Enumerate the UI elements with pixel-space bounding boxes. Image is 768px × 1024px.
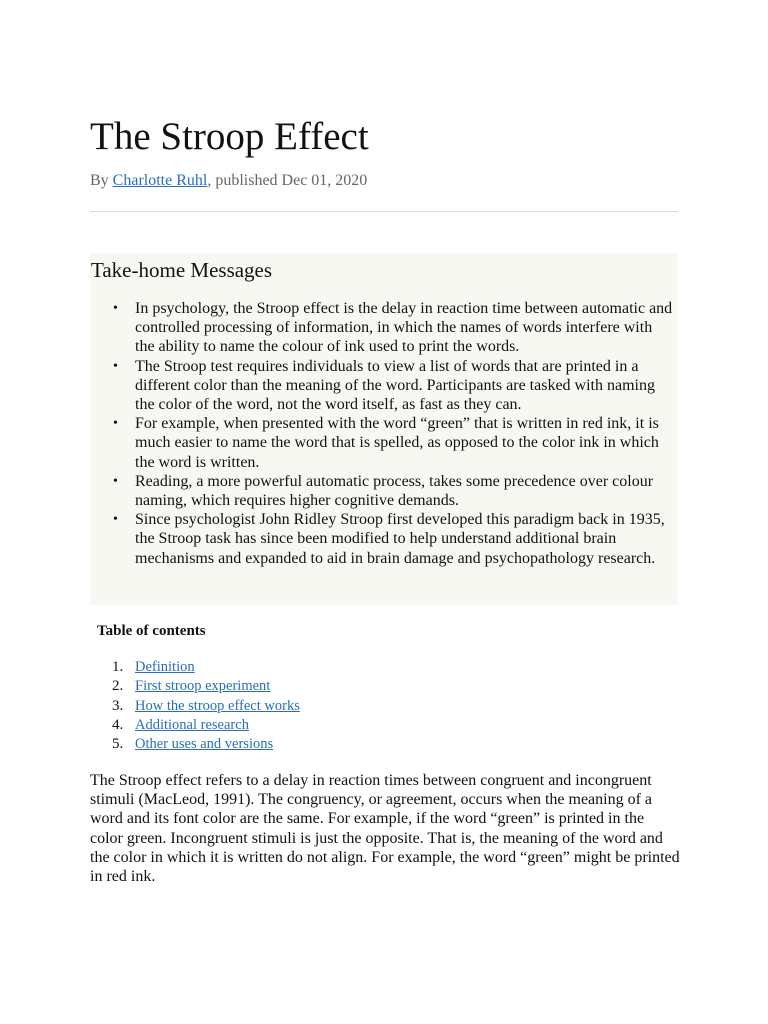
takehome-item-text: Reading, a more powerful automatic process, takes some precedence over colour naming, which requires higher cognitive demands. xyxy=(135,472,654,510)
takehome-item-text: In psychology, the Stroop effect is the delay in reaction time between automatic and controlled processing of information, in which the names of words interfere with the ability to name the colour of ink used to print the words. xyxy=(135,300,673,356)
toc-item-number: 4. xyxy=(112,716,124,733)
toc-item xyxy=(90,716,490,735)
bullet-icon: • xyxy=(113,358,118,374)
byline-prefix: By xyxy=(90,172,113,189)
takehome-item-text: The Stroop test requires individuals to view a list of words that are printed in a different color than the meaning of the word. Participants are tasked with naming the color of the word, not the word itself, as fast as they can. xyxy=(135,357,655,414)
toc-item-number: 5. xyxy=(112,736,124,753)
byline xyxy=(90,170,367,192)
toc-item-number: 1. xyxy=(112,659,124,675)
takehome-item-text: Since psychologist John Ridley Stroop first developed this paradigm back in 1935, the Stroop task has since been modified to help understand additional brain mechanisms and expanded to aid in brain damage and psychopathology research. xyxy=(135,511,665,567)
author-link[interactable]: Charlotte Ruhl xyxy=(112,172,208,189)
header-divider xyxy=(90,211,678,212)
table-of-contents xyxy=(90,658,490,754)
toc-item xyxy=(90,735,490,754)
takehome-item xyxy=(113,299,675,357)
bullet-icon: • xyxy=(113,473,118,489)
takehome-item xyxy=(113,510,675,568)
bullet-icon: • xyxy=(113,512,118,528)
takehome-item xyxy=(113,357,675,415)
toc-item xyxy=(90,697,490,716)
toc-item xyxy=(90,658,490,677)
bullet-icon: • xyxy=(113,416,118,432)
toc-item-number: 3. xyxy=(112,697,124,714)
takehome-heading: Take-home Messages xyxy=(91,258,273,282)
takehome-list xyxy=(113,299,675,568)
intro-paragraph: The Stroop effect refers to a delay in reaction times between congruent and incongruent stimuli (MacLeod, 1991). The congruency, or agreement, occurs when the meaning of a word and its font color are the same. For example, if the word “green” is printed in the color green. Incongruent stimuli is just the opposite. That is, the meaning of the word and the color in which it is written do not align. For example, the word “green” might be printed in red ink. xyxy=(90,772,680,886)
toc-link-first-stroop-experiment[interactable]: First stroop experiment xyxy=(135,678,271,695)
toc-link-other-uses[interactable]: Other uses and versions xyxy=(135,736,274,753)
bullet-icon: • xyxy=(113,301,118,316)
takehome-item xyxy=(113,414,675,472)
toc-link-additional-research[interactable]: Additional research xyxy=(135,716,249,733)
takehome-item-text: For example, when presented with the word “green” that is written in red ink, it is much easier to name the word that is spelled, as opposed to the color ink in which the word is written. xyxy=(135,415,659,471)
byline-published: , published Dec 01, 2020 xyxy=(207,172,368,189)
toc-heading: Table of contents xyxy=(97,623,206,639)
toc-link-how-it-works[interactable]: How the stroop effect works xyxy=(135,697,300,714)
toc-item-number: 2. xyxy=(112,678,124,695)
takehome-box xyxy=(90,253,678,605)
toc-link-definition[interactable]: Definition xyxy=(135,659,195,675)
takehome-item xyxy=(113,472,675,510)
page-title: The Stroop Effect xyxy=(90,115,369,158)
toc-item xyxy=(90,677,490,696)
